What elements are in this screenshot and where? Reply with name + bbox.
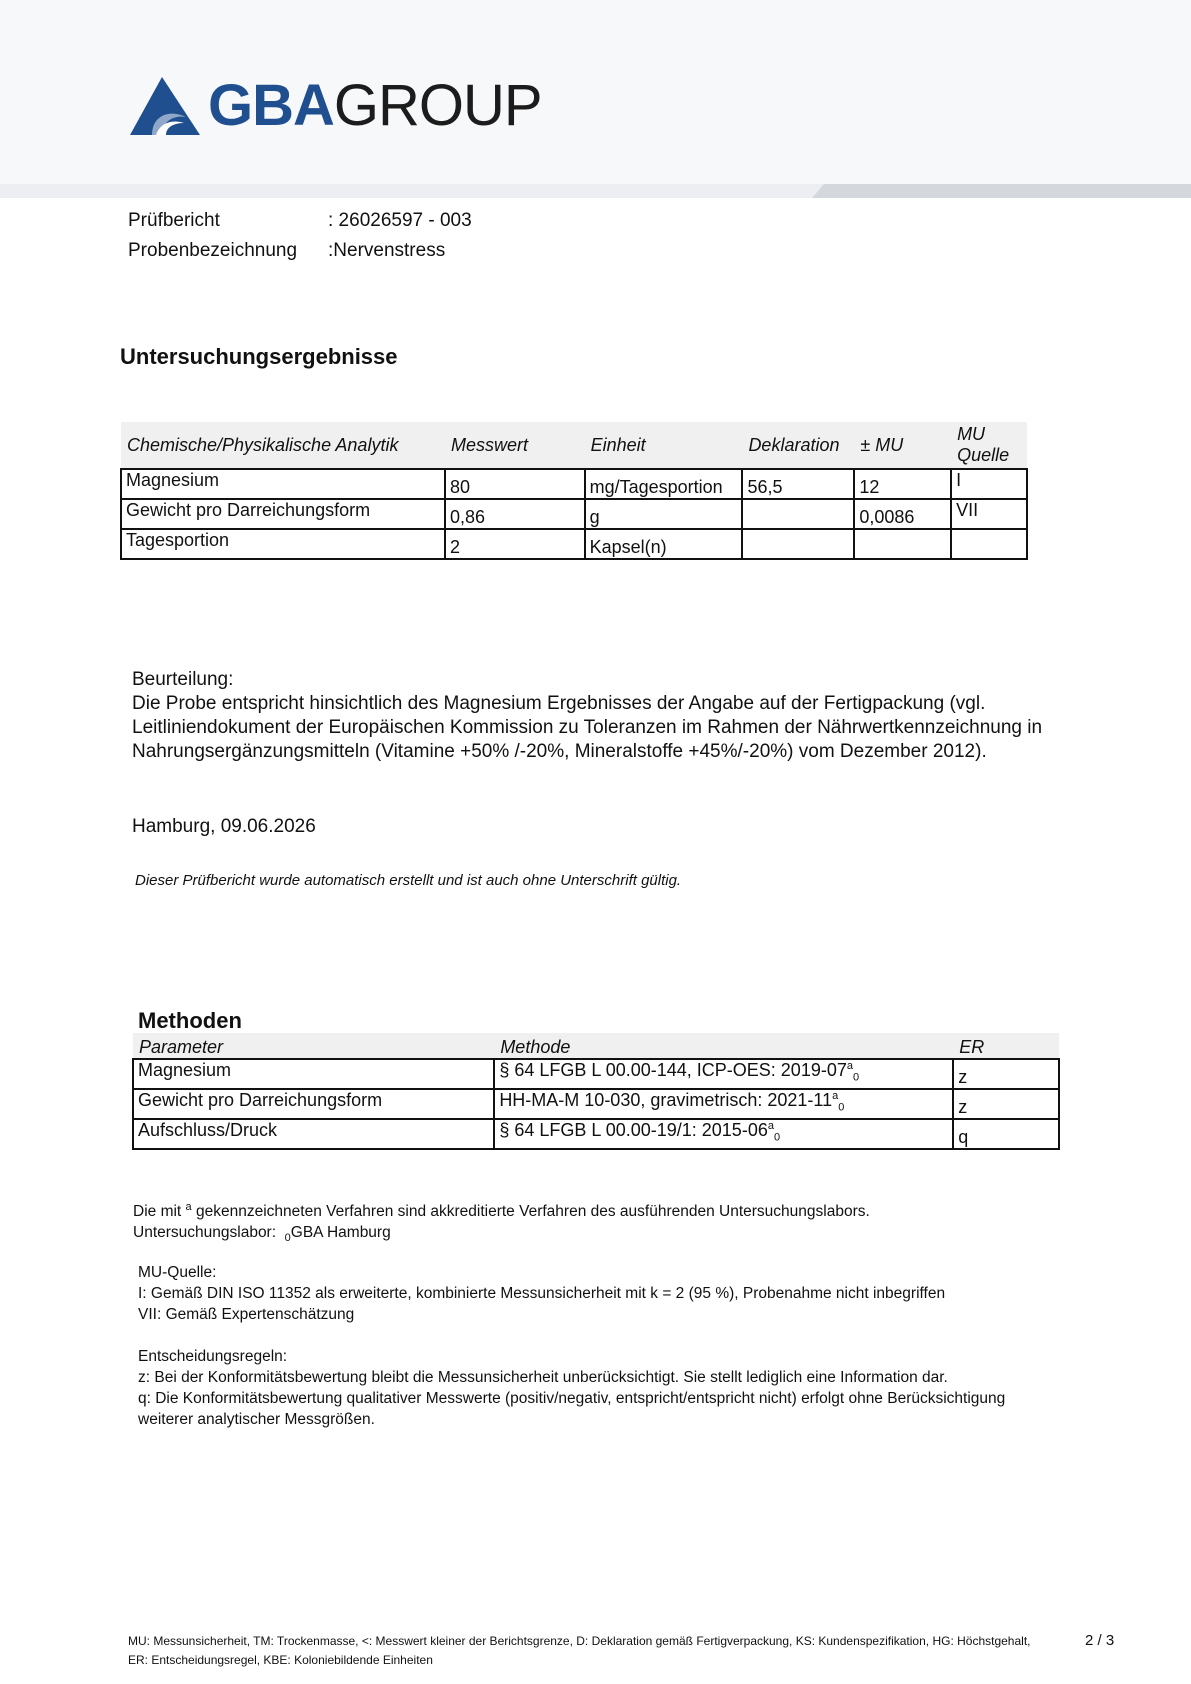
sample-name-value: :Nervenstress: [328, 240, 446, 261]
cell-unit: g: [585, 499, 743, 529]
cell-method: [494, 1119, 953, 1149]
lab-index: 0: [852, 1071, 860, 1084]
lab-line: [133, 1222, 870, 1249]
decision-rules-title: Entscheidungsregeln:: [138, 1348, 288, 1365]
table-row: [121, 469, 1027, 499]
header-declaration: Deklaration: [742, 422, 854, 469]
cell-parameter: Tagesportion: [121, 529, 445, 559]
mu-source-block: [138, 1262, 945, 1325]
cell-mu-source: [951, 529, 1027, 559]
table-row: [133, 1059, 1059, 1089]
accreditation-mark: a: [846, 1060, 853, 1072]
accreditation-post: gekennzeichneten Verfahren sind akkreditierte Verfahren des ausführenden Untersuchungslabors.: [195, 1203, 870, 1221]
decision-rule-line: weiterer analytischer Messgrößen.: [138, 1411, 375, 1428]
header-stripe-accent: [812, 184, 1191, 198]
method-text: HH-MA-M 10-030, gravimetrisch: 2021-11: [499, 1090, 833, 1110]
methods-table: [132, 1033, 1060, 1150]
table-row: [133, 1089, 1059, 1119]
cell-er: z: [953, 1089, 1059, 1119]
logo-text-group: GROUP: [333, 73, 542, 138]
report-number-label: Prüfbericht: [128, 210, 220, 231]
assessment-line: Nahrungsergänzungsmitteln (Vitamine +50% /-20%, Mineralstoffe +45%/-20%) vom Dezember 2012).: [132, 741, 987, 762]
header-mu: ± MU: [854, 422, 951, 469]
header-mu-source: [951, 422, 1027, 469]
cell-parameter: Gewicht pro Darreichungsform: [121, 499, 445, 529]
cell-parameter: Gewicht pro Darreichungsform: [133, 1089, 494, 1119]
logo-text-gba: GBA: [208, 73, 334, 138]
company-logo: [130, 75, 542, 137]
triangle-swoosh-logo-icon: [130, 75, 202, 137]
cell-mu-source: I: [951, 469, 1027, 499]
header-method: Methode: [494, 1033, 953, 1059]
cell-declaration: [742, 529, 854, 559]
results-header-row: [121, 422, 1027, 469]
mu-source-title: MU-Quelle:: [138, 1264, 217, 1281]
header-mu-source-text: MU Quelle: [957, 424, 1010, 465]
report-number-value: : 26026597 - 003: [328, 210, 472, 231]
lab-name: GBA Hamburg: [290, 1224, 391, 1242]
footer-line: MU: Messunsicherheit, TM: Trockenmasse, <: Messwert kleiner der Berichtsgrenze, D: Deklaration gemäß Fertigverpackung, KS: Kundenspezifikation, HG: Höchstgehalt,: [128, 1634, 1031, 1648]
assessment-line: Die Probe entspricht hinsichtlich des Magnesium Ergebnisses der Angabe auf der Fertigpackung (vgl.: [132, 693, 986, 714]
lab-label: Untersuchungslabor:: [133, 1224, 277, 1242]
cell-er: z: [953, 1059, 1059, 1089]
assessment-label: Beurteilung:: [132, 669, 234, 690]
decision-rule-line: z: Bei der Konformitätsbewertung bleibt die Messunsicherheit unberücksichtigt. Sie stellt lediglich eine Information dar.: [138, 1369, 948, 1386]
cell-mu: 0,0086: [854, 499, 951, 529]
cell-method: [494, 1059, 953, 1089]
logo-wordmark: [208, 73, 542, 138]
method-text: § 64 LFGB L 00.00-144, ICP-OES: 2019-07: [499, 1060, 847, 1080]
decision-rule-line: q: Die Konformitätsbewertung qualitativer Messwerte (positiv/negativ, entspricht/entspricht nicht) erfolgt ohne Berücksichtigung: [138, 1390, 1006, 1407]
cell-parameter: Magnesium: [133, 1059, 494, 1089]
accreditation-note: [133, 1197, 870, 1249]
place-date: Hamburg, 09.06.2026: [132, 816, 316, 837]
cell-value: 0,86: [445, 499, 585, 529]
accreditation-line: [133, 1197, 870, 1222]
cell-method: [494, 1089, 953, 1119]
accreditation-mark: a: [185, 1201, 192, 1213]
decision-rules-block: [138, 1346, 1005, 1430]
table-row: [133, 1119, 1059, 1149]
methods-header-row: [133, 1033, 1059, 1059]
methods-title: Methoden: [138, 1008, 242, 1033]
table-row: [121, 499, 1027, 529]
accreditation-mark: a: [832, 1090, 839, 1102]
results-title: Untersuchungsergebnisse: [120, 344, 398, 369]
lab-index: 0: [773, 1131, 781, 1144]
header-measured-value: Messwert: [445, 422, 585, 469]
cell-mu-source: VII: [951, 499, 1027, 529]
table-row: [121, 529, 1027, 559]
method-text: § 64 LFGB L 00.00-19/1: 2015-06: [499, 1120, 768, 1140]
cell-value: 80: [445, 469, 585, 499]
cell-parameter: Aufschluss/Druck: [133, 1119, 494, 1149]
header-unit: Einheit: [585, 422, 743, 469]
cell-mu: [854, 529, 951, 559]
assessment-block: [132, 668, 1042, 764]
cell-parameter: Magnesium: [121, 469, 445, 499]
sample-name-label: Probenbezeichnung: [128, 240, 298, 261]
footer-abbreviations: [128, 1632, 1031, 1670]
lab-index: 0: [838, 1101, 845, 1114]
mu-source-line: I: Gemäß DIN ISO 11352 als erweiterte, kombinierte Messunsicherheit mit k = 2 (95 %), Probenahme nicht inbegriffen: [138, 1285, 946, 1302]
header-analytics: Chemische/Physikalische Analytik: [121, 422, 445, 469]
footer-line: ER: Entscheidungsregel, KBE: Koloniebildende Einheiten: [128, 1653, 433, 1667]
cell-er: q: [953, 1119, 1059, 1149]
cell-declaration: [742, 499, 854, 529]
cell-unit: Kapsel(n): [585, 529, 743, 559]
cell-value: 2: [445, 529, 585, 559]
mu-source-line: VII: Gemäß Expertenschätzung: [138, 1306, 355, 1323]
cell-declaration: 56,5: [742, 469, 854, 499]
auto-generated-note: Dieser Prüfbericht wurde automatisch erstellt und ist auch ohne Unterschrift gültig.: [135, 872, 682, 889]
accreditation-pre: Die mit: [133, 1203, 182, 1221]
results-table: [120, 422, 1028, 560]
header-er: ER: [953, 1033, 1059, 1059]
accreditation-mark: a: [767, 1120, 774, 1132]
page-number: 2 / 3: [1085, 1632, 1115, 1649]
cell-mu: 12: [854, 469, 951, 499]
header-parameter: Parameter: [133, 1033, 494, 1059]
cell-unit: mg/Tagesportion: [585, 469, 743, 499]
assessment-line: Leitliniendokument der Europäischen Kommission zu Toleranzen im Rahmen der Nährwertkennzeichnung in: [132, 717, 1043, 738]
lab-index: 0: [284, 1232, 291, 1245]
